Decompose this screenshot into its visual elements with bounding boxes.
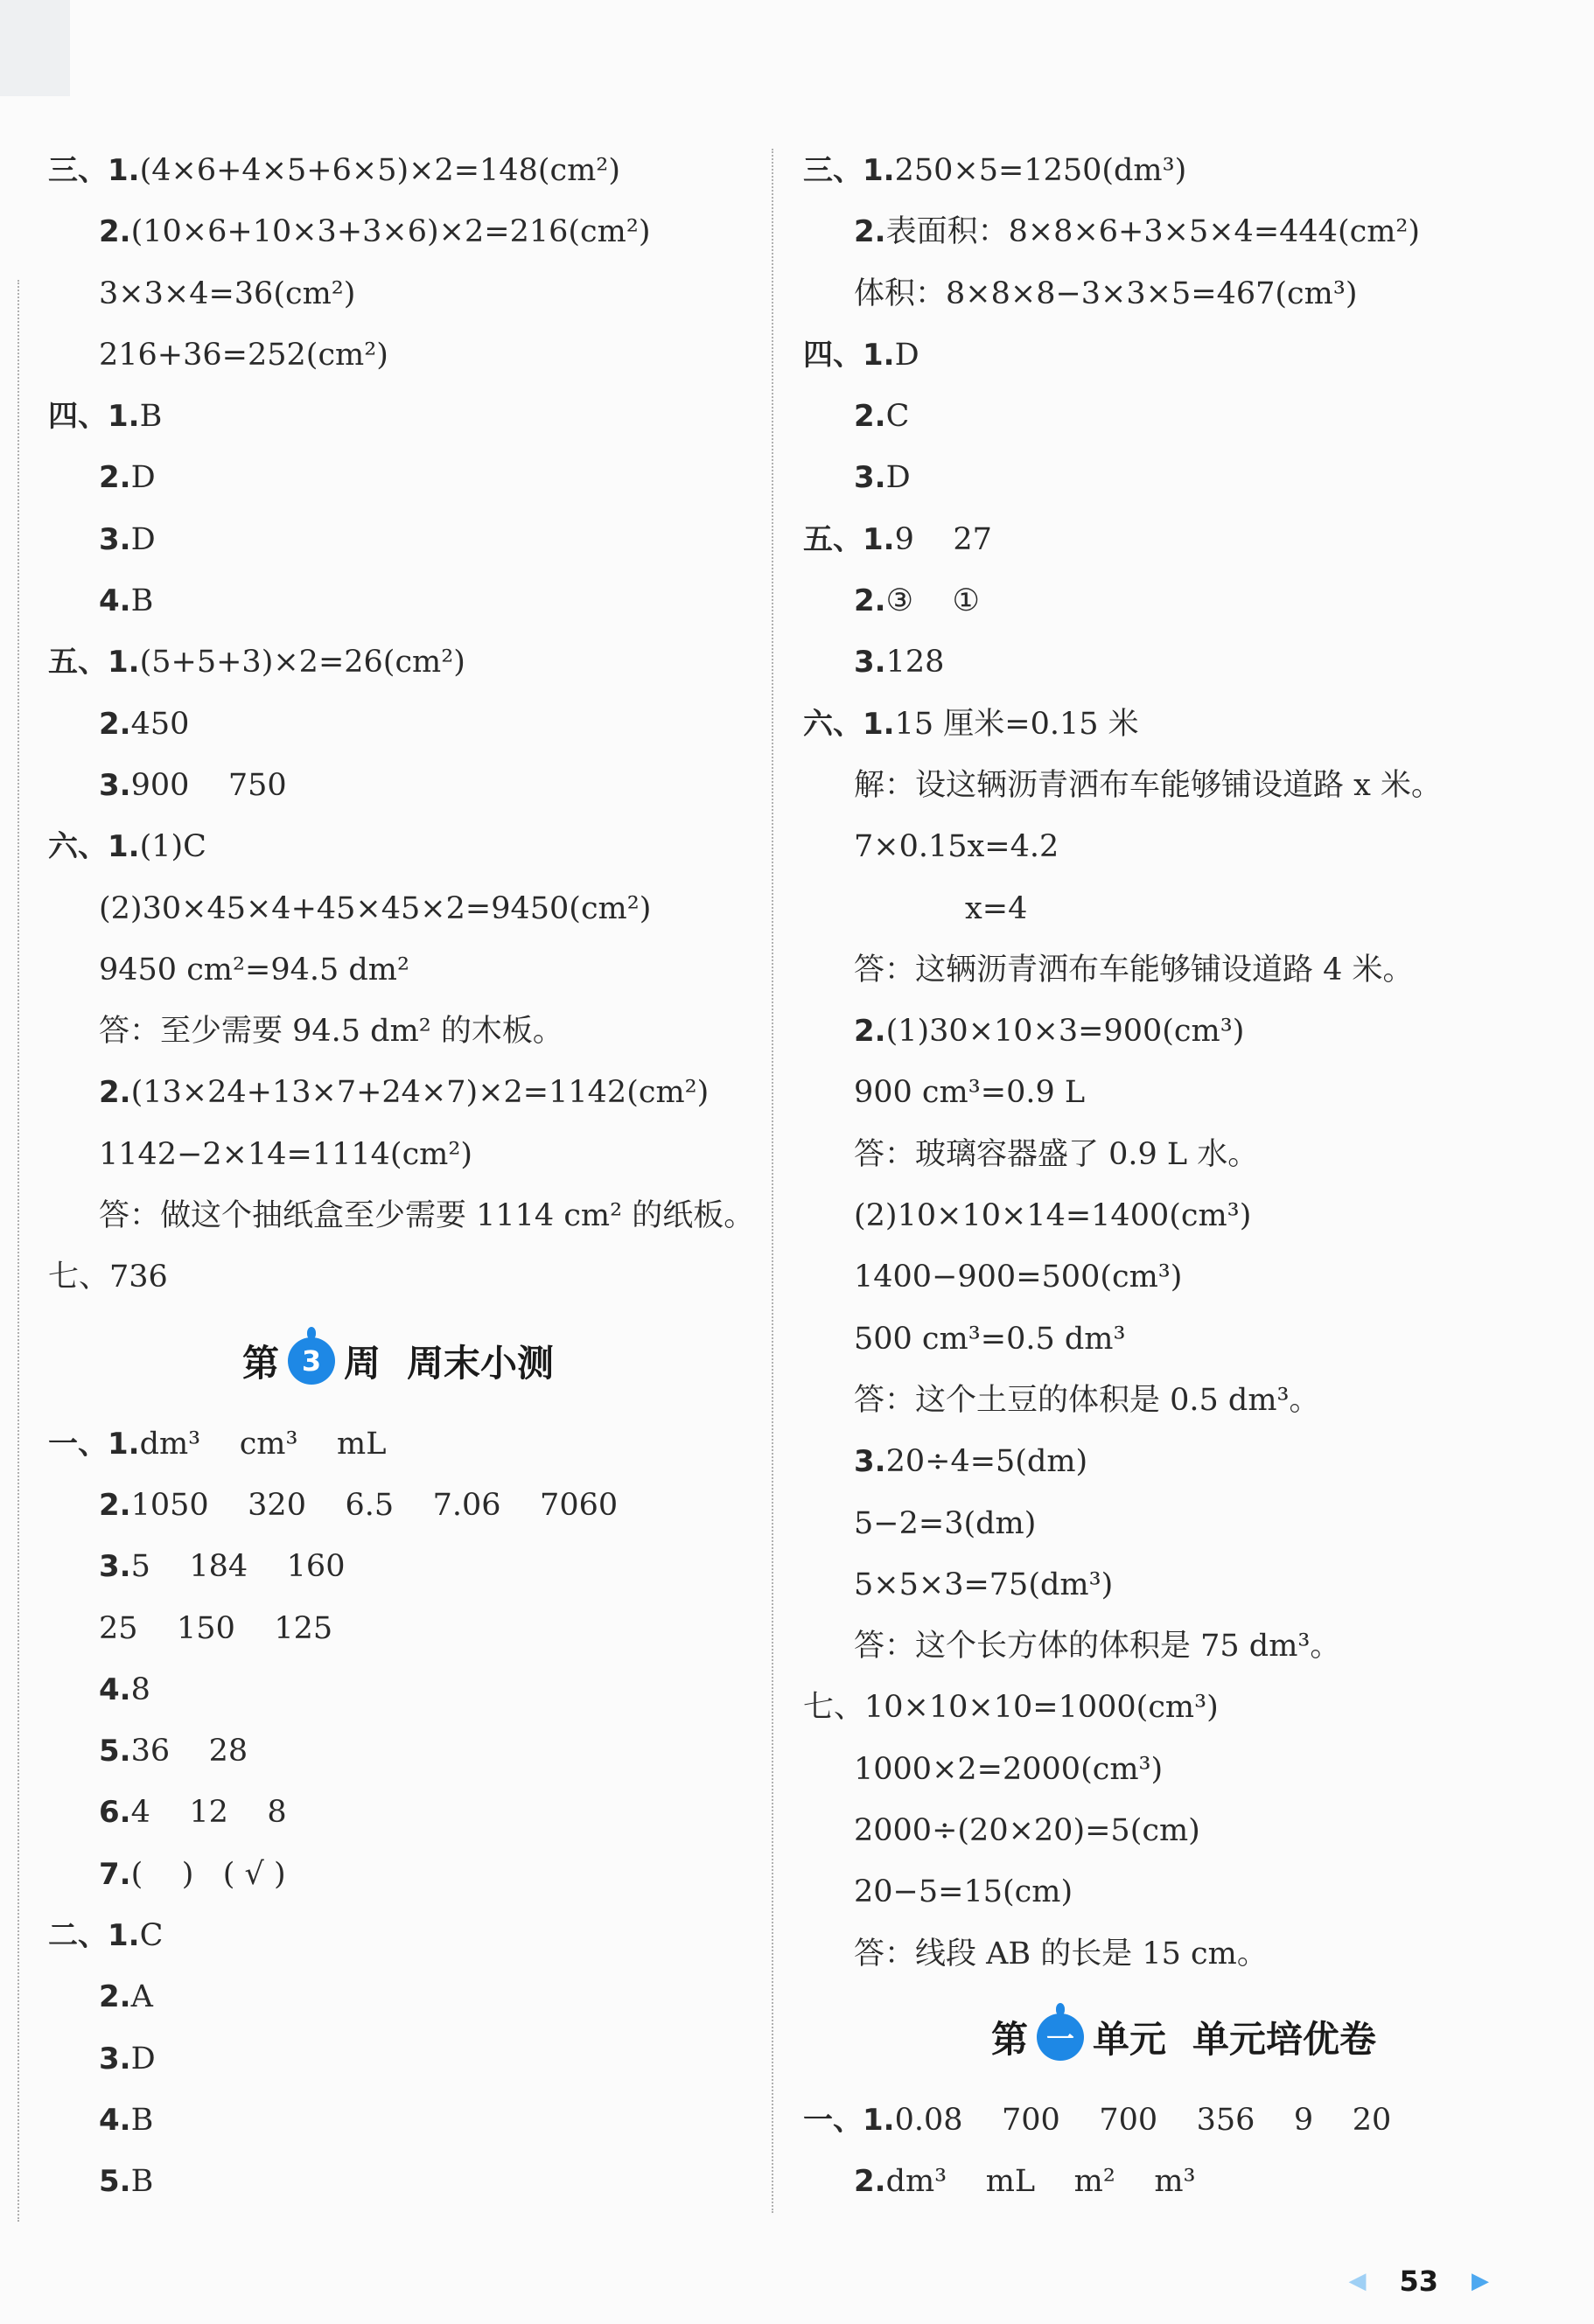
- answer-line: 体积：8×8×8−3×3×5=467(cm³): [854, 276, 1358, 311]
- answer-line: 2.D: [99, 460, 156, 496]
- answer-line: 900 cm³=0.9 L: [854, 1075, 1086, 1111]
- page-footer: [1348, 2265, 1489, 2298]
- answer-line: (2)10×10×14=1400(cm³): [854, 1198, 1252, 1234]
- answer-line: 3.900 750: [99, 767, 287, 803]
- column-divider: [772, 149, 773, 2213]
- left-margin-dotted-line: [17, 280, 19, 2222]
- answer-line: 答：这个长方体的体积是 75 dm³。: [854, 1629, 1341, 1664]
- answer-line: 2.dm³ mL m² m³: [854, 2164, 1196, 2200]
- section-title: 单元培优卷: [1192, 2017, 1377, 2061]
- section-heading: 第 3 周 周末小测: [48, 1309, 748, 1413]
- answer-line: 2.(13×24+13×7+24×7)×2=1142(cm²): [99, 1075, 710, 1111]
- section-title: 周末小测: [407, 1341, 555, 1385]
- scan-corner-shade: [0, 0, 70, 96]
- answer-line: 一、1.0.08 700 700 356 9 20: [803, 2102, 1392, 2138]
- answer-line: 1000×2=2000(cm³): [854, 1751, 1164, 1787]
- answer-line: 3.128: [854, 645, 945, 680]
- section-heading: 第 一 单元 单元培优卷: [803, 1985, 1564, 2090]
- answer-line: 1400−900=500(cm³): [854, 1260, 1183, 1295]
- next-page-icon: ▶: [1472, 2268, 1489, 2294]
- answer-line: 216+36=252(cm²): [99, 337, 388, 373]
- answer-line: 2.(1)30×10×3=900(cm³): [854, 1014, 1245, 1050]
- page-number: 53: [1399, 2265, 1438, 2298]
- answer-line: 5.B: [99, 2164, 154, 2200]
- unit-number-badge: 一: [1037, 2013, 1084, 2061]
- answer-line: 五、1.9 27: [803, 521, 992, 557]
- answer-line: 三、1.250×5=1250(dm³): [803, 153, 1187, 188]
- answer-line: x=4: [965, 890, 1028, 926]
- answer-line: 25 150 125: [99, 1610, 333, 1646]
- answer-line: (2)30×45×4+45×45×2=9450(cm²): [99, 890, 652, 926]
- prev-page-icon: ◀: [1348, 2268, 1367, 2294]
- answer-line: 20−5=15(cm): [854, 1874, 1073, 1910]
- answer-line: 六、1.15 厘米=0.15 米: [803, 706, 1139, 742]
- answer-line: 答：线段 AB 的长是 15 cm。: [854, 1936, 1268, 1972]
- answer-line: 四、1.B: [48, 399, 163, 435]
- answer-line: 3.5 184 160: [99, 1549, 346, 1585]
- answer-line: 2.③ ①: [854, 583, 980, 619]
- answer-line: 七、10×10×10=1000(cm³): [803, 1690, 1219, 1726]
- answer-line: 4.8: [99, 1671, 150, 1707]
- answer-line: 答：做这个抽纸盒至少需要 1114 cm² 的纸板。: [99, 1198, 755, 1234]
- answer-line: 3.D: [99, 2041, 156, 2076]
- answer-line: 答：至少需要 94.5 dm² 的木板。: [99, 1014, 563, 1050]
- answer-line: 7×0.15x=4.2: [854, 829, 1059, 865]
- answer-line: 二、1.C: [48, 1918, 164, 1954]
- answer-line: 答：这个土豆的体积是 0.5 dm³。: [854, 1382, 1320, 1418]
- answer-line: 四、1.D: [803, 337, 919, 373]
- answer-line: 五、1.(5+5+3)×2=26(cm²): [48, 645, 465, 680]
- answer-line: 4.B: [99, 2102, 154, 2138]
- answer-line: 9450 cm²=94.5 dm²: [99, 952, 410, 988]
- answer-line: 500 cm³=0.5 dm³: [854, 1321, 1126, 1357]
- answer-line: 答：玻璃容器盛了 0.9 L 水。: [854, 1136, 1259, 1172]
- answer-line: 3.D: [99, 521, 156, 557]
- answer-line: 六、1.(1)C: [48, 829, 206, 865]
- answer-line: 七、736: [48, 1260, 168, 1295]
- answer-line: 2000÷(20×20)=5(cm): [854, 1813, 1200, 1849]
- answer-line: 解：设这辆沥青洒布车能够铺设道路 x 米。: [854, 767, 1442, 803]
- answer-line: 7.( ) ( √ ): [99, 1856, 286, 1892]
- answer-line: 3×3×4=36(cm²): [99, 276, 356, 311]
- answer-line: 5×5×3=75(dm³): [854, 1567, 1114, 1602]
- answer-line: 3.20÷4=5(dm): [854, 1444, 1088, 1480]
- answer-line: 3.D: [854, 460, 911, 496]
- week-number-badge: 3: [288, 1337, 335, 1385]
- answer-line: 5.36 28: [99, 1734, 248, 1769]
- answer-line: 三、1.(4×6+4×5+6×5)×2=148(cm²): [48, 153, 620, 188]
- left-column: [48, 140, 755, 2213]
- answer-line: 5−2=3(dm): [854, 1505, 1037, 1541]
- answer-line: 6.4 12 8: [99, 1795, 287, 1831]
- answer-line: 2.表面积：8×8×6+3×5×4=444(cm²): [854, 214, 1421, 250]
- answer-line: 2.450: [99, 706, 190, 742]
- right-column: [803, 140, 1564, 2213]
- answer-line: 2.(10×6+10×3+3×6)×2=216(cm²): [99, 214, 651, 250]
- answer-line: 2.1050 320 6.5 7.06 7060: [99, 1487, 619, 1523]
- answer-line: 答：这辆沥青洒布车能够铺设道路 4 米。: [854, 952, 1414, 988]
- answer-line: 一、1.dm³ cm³ mL: [48, 1426, 387, 1462]
- answer-line: 2.C: [854, 399, 910, 435]
- answer-line: 2.A: [99, 1979, 153, 2015]
- answer-line: 1142−2×14=1114(cm²): [99, 1136, 473, 1172]
- answer-line: 4.B: [99, 583, 154, 619]
